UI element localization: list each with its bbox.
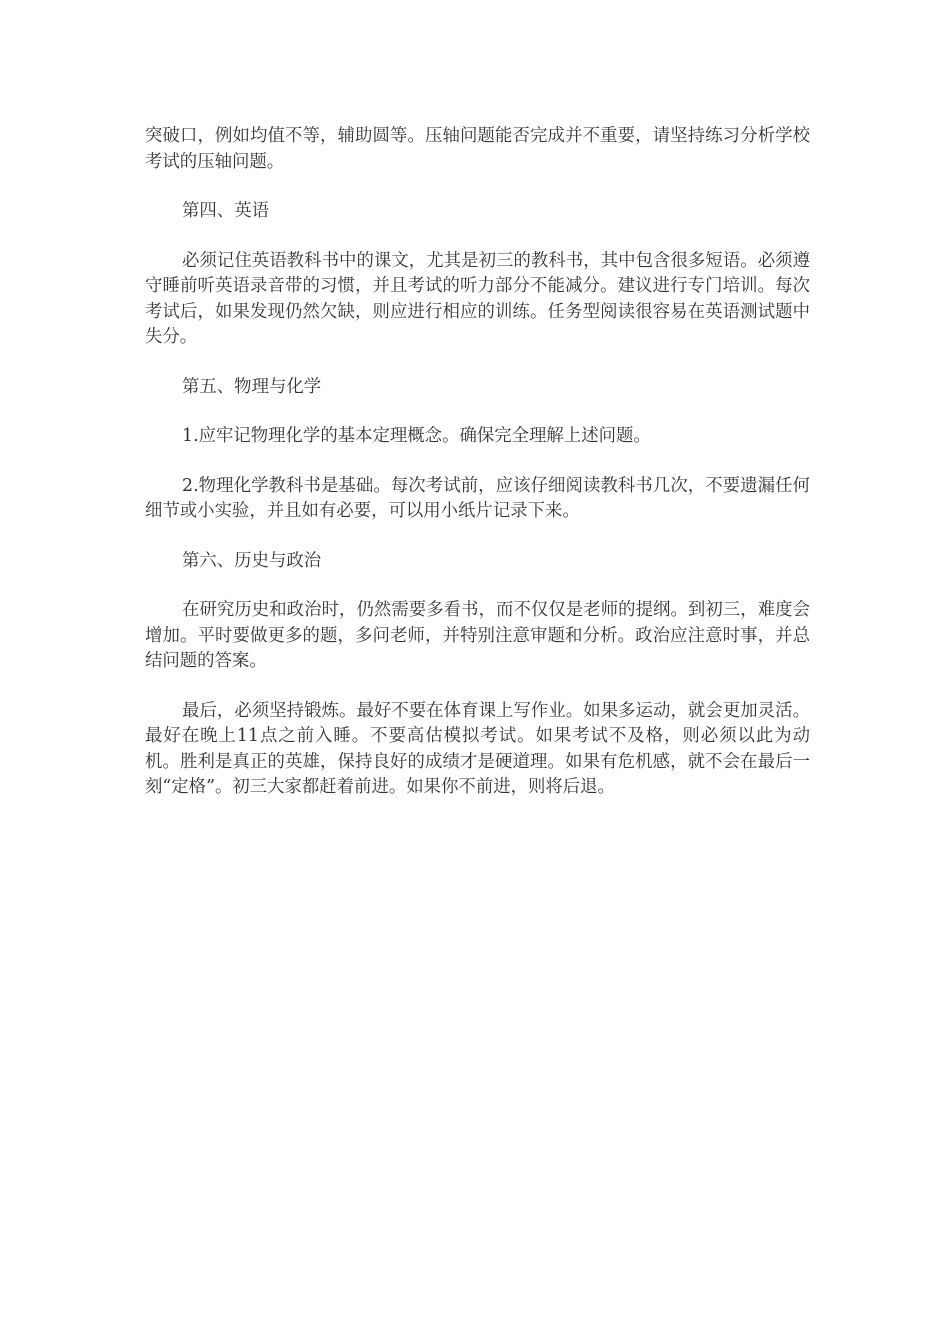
section-heading-history-politics: 第六、历史与政治 <box>182 550 322 571</box>
paragraph-physics-chemistry-2: 2.物理化学教科书是基础。每次考试前，应该仔细阅读教科书几次，不要遗漏任何细节或小实验，并且如有必要，可以用小纸片记录下来。 <box>145 475 810 521</box>
document-page <box>145 124 810 825</box>
paragraph-geometry-tips: 突破口，例如均值不等，辅助圆等。压轴问题能否完成并不重要，请坚持练习分析学校考试的压轴问题。 <box>145 126 810 172</box>
section-heading-english: 第四、英语 <box>182 201 269 221</box>
paragraph-conclusion: 最后，必须坚持锻炼。最好不要在体育课上写作业。如果多运动，就会更加灵活。最好在晚上11点之前入睡。不要高估模拟考试。如果考试不及格，则必须以此为动机。胜利是真正的英雄，保持良好的成绩才是硬道理。如果有危机感，就不会在最后一刻“定格”。初三大家都赶着前进。如果你不前进，则将后退。 <box>145 700 810 797</box>
paragraph-physics-chemistry-1: 1.应牢记物理化学的基本定理概念。确保完全理解上述问题。 <box>182 426 651 446</box>
section-heading-physics-chemistry: 第五、物理与化学 <box>182 376 322 397</box>
paragraph-english: 必须记住英语教科书中的课文，尤其是初三的教科书，其中包含很多短语。必须遵守睡前听英语录音带的习惯，并且考试的听力部分不能减分。建议进行专门培训。每次考试后，如果发现仍然欠缺，则应进行相应的训练。任务型阅读很容易在英语测试题中失分。 <box>145 250 810 347</box>
paragraph-history-politics: 在研究历史和政治时，仍然需要多看书，而不仅仅是老师的提纲。到初三，难度会增加。平时要做更多的题，多问老师，并特别注意审题和分析。政治应注意时事，并总结问题的答案。 <box>145 600 810 671</box>
